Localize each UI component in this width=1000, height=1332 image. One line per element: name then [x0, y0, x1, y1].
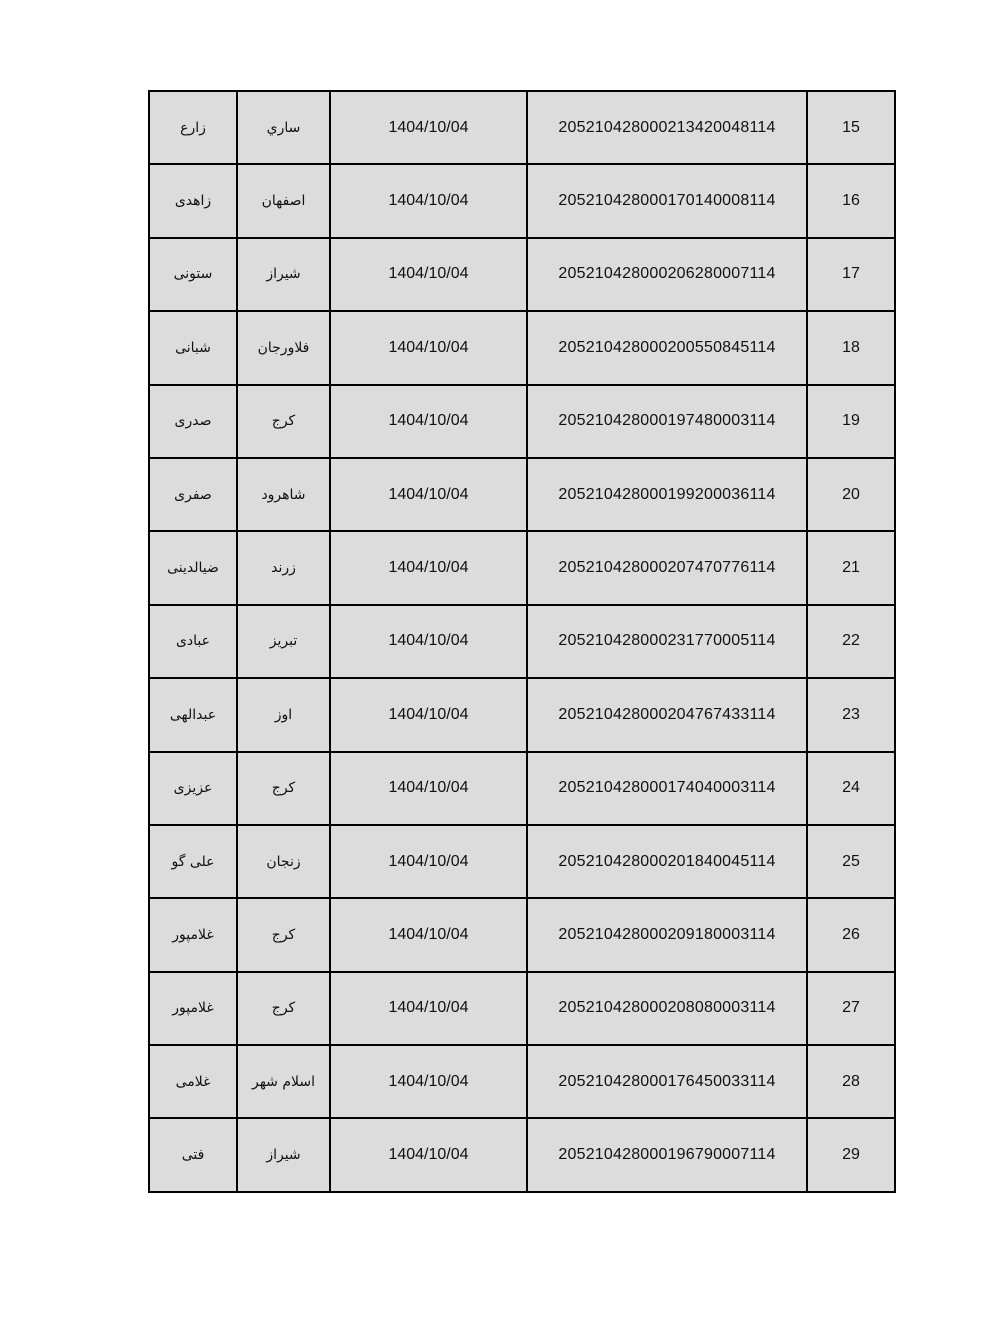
tracking-code-cell: 205210428000201840045114: [527, 825, 807, 898]
name-cell: زارع: [149, 91, 237, 164]
row-number-cell: 29: [807, 1118, 895, 1191]
table-row: [149, 825, 895, 898]
date-cell: 1404/10/04: [330, 458, 527, 531]
date-cell: 1404/10/04: [330, 678, 527, 751]
city-cell: ساري: [237, 91, 330, 164]
tracking-code-cell: 205210428000209180003114: [527, 898, 807, 971]
table-row: [149, 972, 895, 1045]
city-cell: اوز: [237, 678, 330, 751]
row-number-cell: 25: [807, 825, 895, 898]
table-row: [149, 1118, 895, 1191]
row-number-cell: 18: [807, 311, 895, 384]
tracking-code-cell: 205210428000197480003114: [527, 385, 807, 458]
city-cell: تبریز: [237, 605, 330, 678]
row-number-cell: 22: [807, 605, 895, 678]
row-number-cell: 28: [807, 1045, 895, 1118]
city-cell: کرج: [237, 752, 330, 825]
city-cell: فلاورجان: [237, 311, 330, 384]
date-cell: 1404/10/04: [330, 605, 527, 678]
tracking-code-cell: 205210428000208080003114: [527, 972, 807, 1045]
name-cell: عبدالهی: [149, 678, 237, 751]
name-cell: ضیالدینی: [149, 531, 237, 604]
city-cell: زرند: [237, 531, 330, 604]
tracking-code-cell: 205210428000206280007114: [527, 238, 807, 311]
tracking-code-cell: 205210428000213420048114: [527, 91, 807, 164]
tracking-code-cell: 205210428000176450033114: [527, 1045, 807, 1118]
name-cell: غلامپور: [149, 972, 237, 1045]
tracking-code-cell: 205210428000204767433114: [527, 678, 807, 751]
table-row: [149, 1045, 895, 1118]
row-number-cell: 21: [807, 531, 895, 604]
tracking-code-cell: 205210428000196790007114: [527, 1118, 807, 1191]
name-cell: غلامی: [149, 1045, 237, 1118]
name-cell: علی گو: [149, 825, 237, 898]
city-cell: کرج: [237, 898, 330, 971]
table-row: [149, 752, 895, 825]
tracking-code-cell: 205210428000170140008114: [527, 164, 807, 237]
date-cell: 1404/10/04: [330, 898, 527, 971]
tracking-code-cell: 205210428000207470776114: [527, 531, 807, 604]
city-cell: کرج: [237, 972, 330, 1045]
name-cell: ستونی: [149, 238, 237, 311]
date-cell: 1404/10/04: [330, 972, 527, 1045]
name-cell: صفری: [149, 458, 237, 531]
row-number-cell: 26: [807, 898, 895, 971]
tracking-code-cell: 205210428000200550845114: [527, 311, 807, 384]
date-cell: 1404/10/04: [330, 825, 527, 898]
date-cell: 1404/10/04: [330, 311, 527, 384]
name-cell: صدری: [149, 385, 237, 458]
row-number-cell: 24: [807, 752, 895, 825]
name-cell: عزیزی: [149, 752, 237, 825]
row-number-cell: 19: [807, 385, 895, 458]
date-cell: 1404/10/04: [330, 91, 527, 164]
date-cell: 1404/10/04: [330, 1045, 527, 1118]
city-cell: شیراز: [237, 238, 330, 311]
table-row: [149, 531, 895, 604]
table-row: [149, 385, 895, 458]
city-cell: زنجان: [237, 825, 330, 898]
date-cell: 1404/10/04: [330, 1118, 527, 1191]
date-cell: 1404/10/04: [330, 164, 527, 237]
name-cell: غلامپور: [149, 898, 237, 971]
city-cell: شیراز: [237, 1118, 330, 1191]
table-row: [149, 605, 895, 678]
date-cell: 1404/10/04: [330, 238, 527, 311]
row-number-cell: 27: [807, 972, 895, 1045]
name-cell: فتی: [149, 1118, 237, 1191]
tracking-code-cell: 205210428000174040003114: [527, 752, 807, 825]
table-row: [149, 91, 895, 164]
city-cell: شاهرود: [237, 458, 330, 531]
table-row: [149, 238, 895, 311]
row-number-cell: 16: [807, 164, 895, 237]
tracking-code-cell: 205210428000231770005114: [527, 605, 807, 678]
date-cell: 1404/10/04: [330, 752, 527, 825]
table-row: [149, 164, 895, 237]
date-cell: 1404/10/04: [330, 531, 527, 604]
date-cell: 1404/10/04: [330, 385, 527, 458]
records-table-body: [149, 91, 895, 1192]
row-number-cell: 23: [807, 678, 895, 751]
city-cell: اصفهان: [237, 164, 330, 237]
table-row: [149, 458, 895, 531]
name-cell: شبانی: [149, 311, 237, 384]
row-number-cell: 17: [807, 238, 895, 311]
name-cell: عبادی: [149, 605, 237, 678]
table-row: [149, 678, 895, 751]
row-number-cell: 15: [807, 91, 895, 164]
city-cell: کرج: [237, 385, 330, 458]
name-cell: زاهدی: [149, 164, 237, 237]
row-number-cell: 20: [807, 458, 895, 531]
tracking-code-cell: 205210428000199200036114: [527, 458, 807, 531]
table-row: [149, 311, 895, 384]
records-table: [148, 90, 896, 1193]
city-cell: اسلام شهر: [237, 1045, 330, 1118]
table-row: [149, 898, 895, 971]
